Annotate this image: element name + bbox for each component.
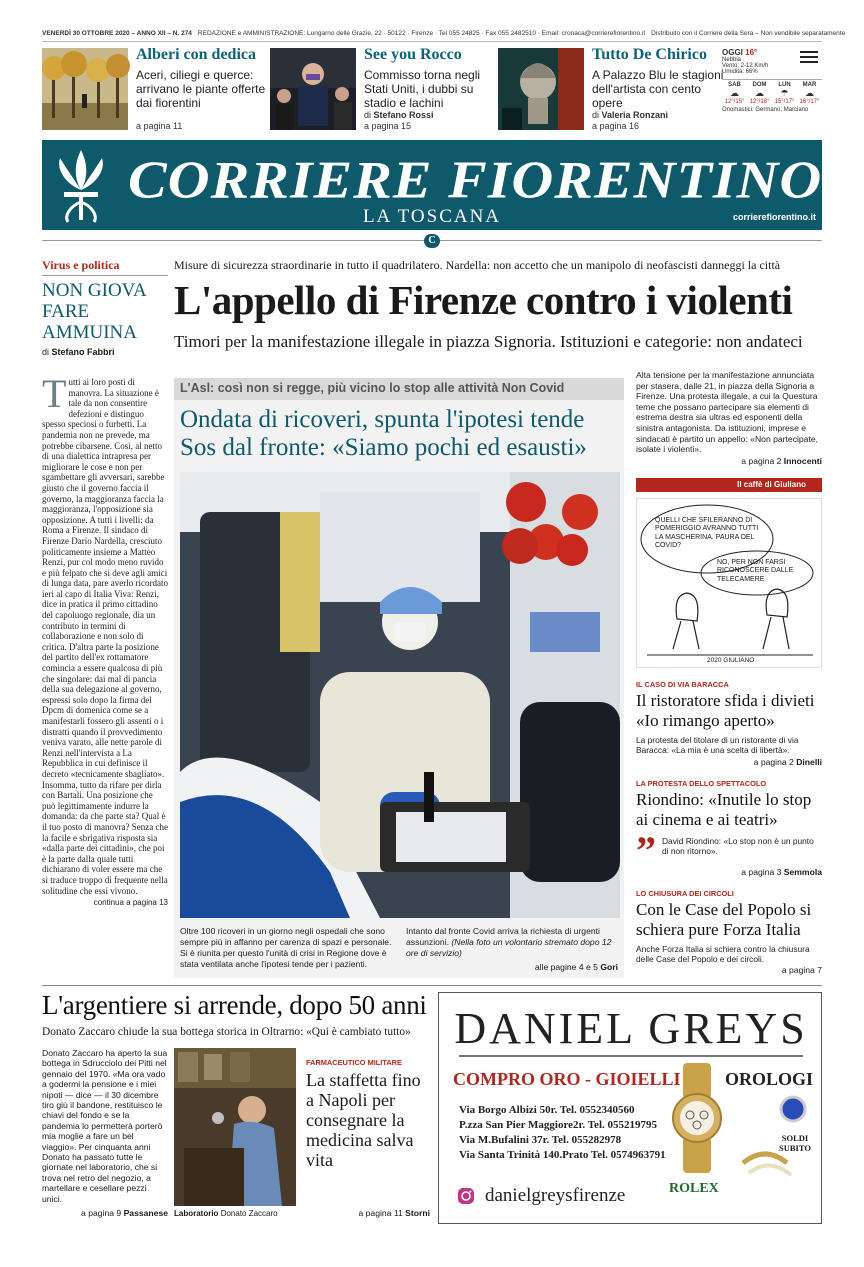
teaser-page-ref: a pagina 15: [364, 121, 412, 131]
masthead-divider: [42, 234, 822, 248]
pharma-title[interactable]: La staffetta fino a Napoli per consegnare la medicina salva vita: [306, 1070, 421, 1170]
ad-rule: [459, 1055, 803, 1057]
teaser-page-ref: a pagina 16: [592, 121, 640, 131]
asl-page-ref[interactable]: alle pagine 4 e 5 Gori: [534, 962, 618, 972]
story-page-ref[interactable]: a pagina 3 Semmola: [741, 866, 822, 877]
teaser-author-prefix: di: [592, 110, 600, 120]
weather-wind: Vento: 2-12 Km/h: [722, 63, 769, 69]
teaser-title: See you Rocco: [364, 46, 462, 63]
asl-kicker: L'Asl: così non si regge, più vicino lo stop alle attività Non Covid: [174, 378, 624, 400]
forecast-day: SAB ☁ 12°/15°: [722, 82, 747, 105]
cartoon-bubble-1: QUELLI CHE SFILERANNO DI POMERIGGIO AVRANNO TUTTI LA MASCHERINA. PAURA DEL COVID?: [655, 516, 759, 549]
masthead[interactable]: [42, 140, 822, 230]
editorial-continued[interactable]: continua a pagina 13: [93, 898, 168, 908]
story-title[interactable]: Con le Case del Popolo si schiera pure Forza Italia: [636, 899, 812, 939]
teaser-text: A Palazzo Blu le stagioni dell'artista con cento opere: [592, 68, 724, 110]
cloud-icon: ☁: [730, 88, 739, 98]
teaser-rocco[interactable]: [270, 46, 492, 136]
teaser-ref: a pagina 11: [136, 121, 183, 131]
teaser-dechirico[interactable]: [498, 46, 724, 136]
story-page-ref[interactable]: a pagina 7: [781, 965, 822, 976]
lead-text: Alta tensione per la manifestazione annunciata per stasera, dalle 21, in piazza della Signoria a Firenze. Una protesta illegale, a cui la Questura teme che possano partecipare sia elementi di estrema destra sia ultras ed esponenti della sinistra antagonista. Da istituzioni, imprese e sindacati è partito un appello: «Non partecipate, isolate i violenti».: [636, 370, 819, 455]
teaser-ref: [364, 110, 434, 132]
pharma-kicker: FARMACEUTICO MILITARE: [306, 1058, 402, 1067]
weather-today-temp: 16°: [745, 48, 758, 57]
editorial-byline: di Stefano Fabbri: [42, 347, 115, 357]
story-text: La protesta del titolare di un ristorante di via Baracca: «La mia è una scelta di libertà».: [636, 734, 799, 756]
lead-overline: Misure di sicurezza straordinarie in tutto il quadrilatero. Nardella: non accetto che un manipolo di neofascisti danneggi la città: [174, 258, 781, 272]
ad-brand: DANIEL GREYS: [454, 1004, 808, 1053]
ad-address: Via M.Bufalini 37r. Tel. 055282978: [459, 1134, 622, 1146]
rain-icon: ☂: [780, 88, 789, 98]
photo-caption-note: (Nella foto un volontario stremato dopo 12 ore di servizio): [406, 937, 612, 958]
photo-caption: Oltre 100 ricoveri in un giorno negli ospedali che sono sempre più in affanno per carenza di spazi e personale. Si è riunita per questo l'unità di crisi in Regione dove è stata ventilata anche l'ipotesi tende per i pazienti. Intanto dal fronte Covid arriva la richiesta di urgenti assunzioni. (Nella foto un volontario stremato dopo 12 ore di servizio): [180, 926, 612, 969]
issue-date: VENERDÌ 30 OTTOBRE 2020 – ANNO XII – N. 274: [42, 30, 192, 37]
teaser-author-prefix: di: [364, 110, 372, 120]
teaser-title: Alberi con dedica: [136, 46, 256, 63]
newspaper-subtitle: LA TOSCANA: [362, 206, 502, 227]
story-kicker: IL CASO DI VIA BARACCA: [636, 679, 729, 689]
teaser-text: Aceri, ciliegi e querce: arrivano le piante offerte dai fiorentini: [136, 68, 266, 110]
lead-page-ref[interactable]: a pagina 2 Innocenti: [741, 455, 822, 466]
teaser-author: Valeria Ronzani: [601, 110, 669, 120]
newspaper-title: CORRIERE FIORENTINO: [128, 149, 823, 210]
right-column: [636, 370, 822, 975]
story-kicker: LA PROTESTA DELLO SPETTACOLO: [636, 778, 767, 788]
silversmith-photo-caption: Laboratorio Donato Zaccaro: [174, 1209, 278, 1218]
editorial-column: [42, 258, 168, 907]
silversmith-page-ref[interactable]: a pagina 9 Passanese: [81, 1208, 168, 1218]
cartoon-signature: 2020 GIULIANO: [707, 656, 755, 664]
story-text: David Riondino: «Lo stop non è un punto di non ritorno».: [662, 835, 814, 856]
silversmith-title[interactable]: L'argentiere si arrende, dopo 50 anni: [42, 990, 427, 1020]
instagram-icon: [457, 1187, 475, 1205]
section-divider: [42, 985, 822, 986]
lead-subtitle: Timori per la manifestazione illegale in piazza Signoria. Istituzioni e categorie: non andateci: [174, 332, 803, 351]
pharma-page-ref[interactable]: a pagina 11 Storni: [358, 1208, 430, 1218]
story-kicker: LO CHIUSURA DEI CIRCOLI: [636, 888, 734, 898]
top-info-strip: [42, 30, 846, 42]
jeweller-advert[interactable]: [438, 992, 822, 1224]
editorial-body: [42, 371, 168, 896]
onomastici: Onomastici: Germano, Marciano: [722, 107, 809, 113]
asl-title: Ondata di ricoveri, spunta l'ipotesi tende Sos dal fronte: «Siamo pochi ed esausti»: [180, 406, 587, 461]
ad-addresses: [459, 1103, 666, 1163]
lead-title[interactable]: L'appello di Firenze contro i violenti: [174, 277, 793, 323]
ad-rolex: ROLEX: [669, 1181, 719, 1196]
cloud-icon: ☁: [755, 88, 764, 98]
editorial-title: NON GIOVA FARE AMMUINA: [42, 280, 146, 343]
forecast-day: LUN ☂ 15°/17°: [772, 82, 797, 105]
ad-compro: COMPRO ORO - GIOIELLI: [453, 1069, 681, 1089]
cartoon: [636, 498, 822, 668]
teaser-title: Tutto De Chirico: [592, 46, 707, 63]
weather-humidity: Umidità: 66%: [722, 69, 758, 75]
ad-address: Via Santa Trinità 140.Prato Tel. 0574963791: [459, 1149, 666, 1161]
dropcap: T: [42, 371, 67, 416]
editorial-kicker: Virus e politica: [42, 258, 168, 276]
watch-icon: [665, 1063, 729, 1173]
ambulance-photo: [180, 472, 620, 918]
forecast-day: DOM ☁ 12°/18°: [747, 82, 772, 105]
silversmith-subtitle: Donato Zaccaro chiude la sua bottega storica in Oltrarno: «Qui è cambiato tutto»: [42, 1026, 411, 1038]
ad-address: P.zza San Pier Maggiore2r. Tel. 055219795: [459, 1119, 657, 1131]
ad-instagram[interactable]: [457, 1185, 625, 1207]
story-title[interactable]: Riondino: «Inutile lo stop ai cinema e ai teatri»: [636, 789, 812, 829]
teaser-author: Stefano Rossi: [373, 110, 434, 120]
teaser-ref: [592, 110, 668, 132]
editorial-address: REDAZIONE e AMMINISTRAZIONE: Lungarno delle Grazie, 22 · 50122 · Firenze · Tel 055 24825 · Fax 055 2482510 · Email: cronaca@corrierefiorentino.it: [197, 30, 646, 37]
teaser-text: Commisso torna negli Stati Uniti, i dubbi su stadio e lachini: [364, 68, 481, 110]
asl-story[interactable]: [174, 378, 624, 978]
editorial-author: Stefano Fabbri: [51, 347, 115, 357]
menu-icon[interactable]: [800, 50, 818, 64]
newspaper-url[interactable]: corrierefiorentino.it: [732, 212, 816, 222]
silversmith-text: Donato Zaccaro ha aperto la sua bottega in Sdrucciolo dei Pitti nel gennaio del 1970. «Ma ora vado a godermi la pensione e i miei nipoti — dice — il 30 dicembre tiro giù il bandone, restituisco le chiavi del fondo e se la pandemia lo permetterà porterò mia moglie a fare un bel viaggio». Per cinquanta anni Donato ha passato tutte le giornate nel laboratorio, che si trova nel retro del negozio, a martellare e cesellare pezzi unici.: [42, 1048, 168, 1204]
story-page-ref[interactable]: a pagina 2 Dinelli: [753, 756, 822, 767]
dechirico-photo: [498, 48, 584, 130]
cartoon-label: Il caffè di Giuliano: [636, 478, 822, 492]
badge-icon: C: [424, 234, 440, 248]
ad-handle: danielgreysfirenze: [485, 1185, 626, 1206]
silversmith-photo: [174, 1048, 296, 1206]
story-text: Anche Forza Italia si schiera contro la chiusura delle Case del Popolo e dei circoli.: [636, 943, 810, 964]
weather-box: [722, 48, 822, 134]
ad-soldi: SOLDI SUBITO: [779, 1133, 811, 1153]
ad-orologi: OROLOGI: [725, 1069, 814, 1089]
weather-condition: Nebbia: [722, 57, 742, 63]
forecast-day: MAR ☁ 16°/17°: [797, 82, 822, 105]
editorial-text: utti ai loro posti di manovra. La situazione è tale da non consentire defezioni e distinguo spesso speciosi o furbetti. La pandemia non ne prevede, ma potrebbe cibarsene. Così, al netto di una dialettica intrapresa per migliorare le cose e non per sgambettare gli avversari, sarebbe giusto che il governo faccia il governo, la maggioranza faccia la maggioranza, l'opposizione sia opposizione. A tutti i livelli: da Roma a Firenze. Il sindaco di Firenze Dario Nardella, cresciuto politicamente insieme a Matteo Renzi, pur col modo meno ruvido e più felpato che si deve agli amici di lunga data, pare averlo ricordato ieri al capo di Italia Viva: Renzi, dice in pratica il primo cittadino del capoluogo regionale, dia un contributo in termini di collaborazione e non solo di critica. D'altra parte la posizione del partito dell'ex rottamatore comincia a essere qualcosa di più che singolare: dai mal di pancia della sua delegazione al governo, espressi solo dopo la firma del Dpcm di domenica come se a manifestarli fossero gli assenti o i distratti quando il provvedimento veniva varato, alle nette parole di Renzi nell'intervista a La Repubblica in cui definisce il decreto «tecnicamente sbagliato». Insomma, tutto da rifare per dirla con Bartali. Una posizione che può legittimamente indurre la domanda: da che parte sta? Qual è il tuo posto di manovra? Senza che la facile e sbrigativa risposta sia «dalla parte dei cittadini», che poi è la parte dalla quale tutti dichiarano di voler essere ma che si traduce troppo di frequente nella solitudine che essi vivono.: [42, 377, 168, 896]
quote-icon: ”: [636, 827, 656, 873]
cloud-icon: ☁: [805, 88, 814, 98]
trees-photo: [42, 48, 128, 130]
story-title[interactable]: Il ristoratore sfida i divieti «Io rimango aperto»: [636, 690, 815, 730]
teaser-trees[interactable]: [42, 46, 264, 136]
ad-address: Via Borgo Albizi 50r. Tel. 0552340560: [459, 1104, 635, 1116]
rocco-photo: [270, 48, 356, 130]
distribution-note: Distribuito con il Corriere della Sera – Non vendibile separatamente: [651, 30, 846, 37]
cartoon-bubble-2: NO, PER NON FARSI RICONOSCERE DALLE TELECAMERE: [717, 558, 794, 583]
weather-today-label: OGGI: [722, 48, 743, 57]
